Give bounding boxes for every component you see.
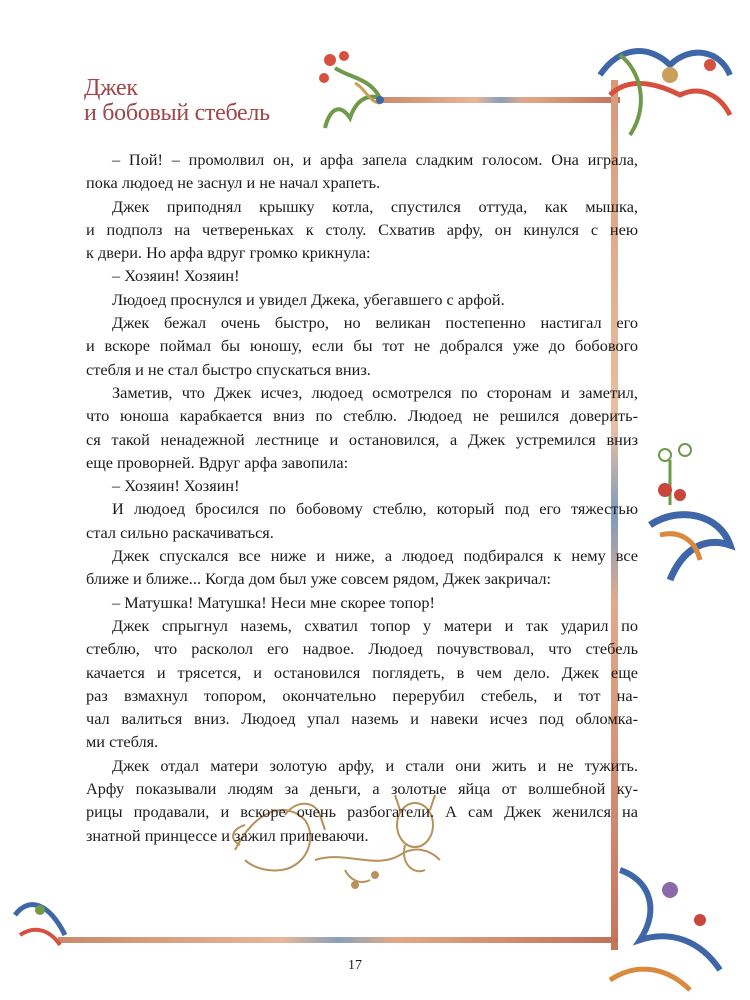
text-line: Джек приподнял крышку котла, спустился оттуда, как мышка,: [112, 196, 638, 216]
text-line: что юноша карабкается вниз по стеблю. Людоед не решился доверить-: [86, 406, 638, 426]
text-line: – Хозяин! Хозяин!: [112, 476, 240, 496]
text-line: и вскоре поймал бы юношу, если бы тот не добрался уже до бобового: [86, 336, 638, 356]
chapter-title: [84, 76, 270, 126]
text-line: еще проворней. Вдруг арфа завопила:: [86, 452, 349, 472]
text-line: – Матушка! Матушка! Неси мне скорее топор!: [112, 592, 435, 612]
corner-ornament-right-middle-icon: [640, 435, 740, 585]
corner-ornament-top-right-icon: [590, 35, 740, 145]
chapter-title-line-1: Джек: [84, 75, 138, 101]
text-line: Джек отдал матери золотую арфу, и стали они жить и не тужить.: [112, 755, 638, 775]
page-number: 17: [348, 958, 362, 973]
text-line: рицы продавали, и вскоре очень разбогатели. А сам Джек женился на: [86, 802, 638, 822]
text-line: Джек спрыгнул наземь, схватил топор у матери и так ударил по: [112, 615, 638, 635]
corner-ornament-bottom-left-icon: [10, 885, 70, 955]
text-line: – Хозяин! Хозяин!: [112, 266, 240, 286]
chapter-title-line-2: и бобовый стебель: [84, 100, 270, 126]
text-line: Джек спускался все ниже и ниже, а людоед подбирался к нему все: [112, 546, 638, 566]
text-line: стал сильно раскачиваться.: [86, 522, 274, 542]
story-text: [86, 148, 638, 847]
text-line: к двери. Но арфа вдруг громко крикнула:: [86, 243, 371, 263]
text-line: ся такой ненадежной лестнице и остановился, а Джек устремился вниз: [86, 429, 638, 449]
text-line: ми стебля.: [86, 732, 159, 752]
top-border-rule: [380, 97, 620, 103]
text-line: раз взмахнул топором, окончательно перерубил стебель, и тот на-: [86, 685, 638, 705]
corner-ornament-bottom-right-icon: [590, 860, 740, 1000]
text-line: И людоед бросился по бобовому стеблю, который под его тяжестью: [112, 499, 638, 519]
text-line: пока людоед не заснул и не начал храпеть.: [86, 173, 381, 193]
text-line: Заметив, что Джек исчез, людоед осмотрелся по сторонам и заметил,: [112, 382, 638, 402]
text-line: стебля и не стал быстро спускаться вниз.: [86, 359, 371, 379]
text-line: ближе и ближе... Когда дом был уже совсем рядом, Джек закричал:: [86, 569, 552, 589]
text-line: Людоед проснулся и увидел Джека, убегавшего с арфой.: [112, 289, 505, 309]
text-line: и подполз на четвереньках к столу. Схватив арфу, он кинулся с нею: [86, 219, 638, 239]
text-line: – Пой! – промолвил он, и арфа запела сладким голосом. Она играла,: [112, 150, 638, 169]
text-line: чал валиться вниз. Людоед упал наземь и навеки исчез под обломка-: [86, 709, 638, 729]
text-line: знатной принцессе и зажил припеваючи.: [86, 825, 369, 845]
floral-ornament-icon: [310, 48, 390, 138]
text-line: стеблю, что расколол его надвое. Людоед почувствовал, что стебель: [86, 639, 638, 659]
text-line: качается и трясется, и остановился поглядеть, в чем дело. Джек еще: [86, 662, 638, 682]
text-line: Арфу показывали людям за деньги, а золотые яйца от волшебной ку-: [86, 779, 638, 799]
text-line: Джек бежал очень быстро, но великан постепенно настигал его: [112, 313, 638, 333]
bottom-border-rule: [58, 937, 618, 943]
